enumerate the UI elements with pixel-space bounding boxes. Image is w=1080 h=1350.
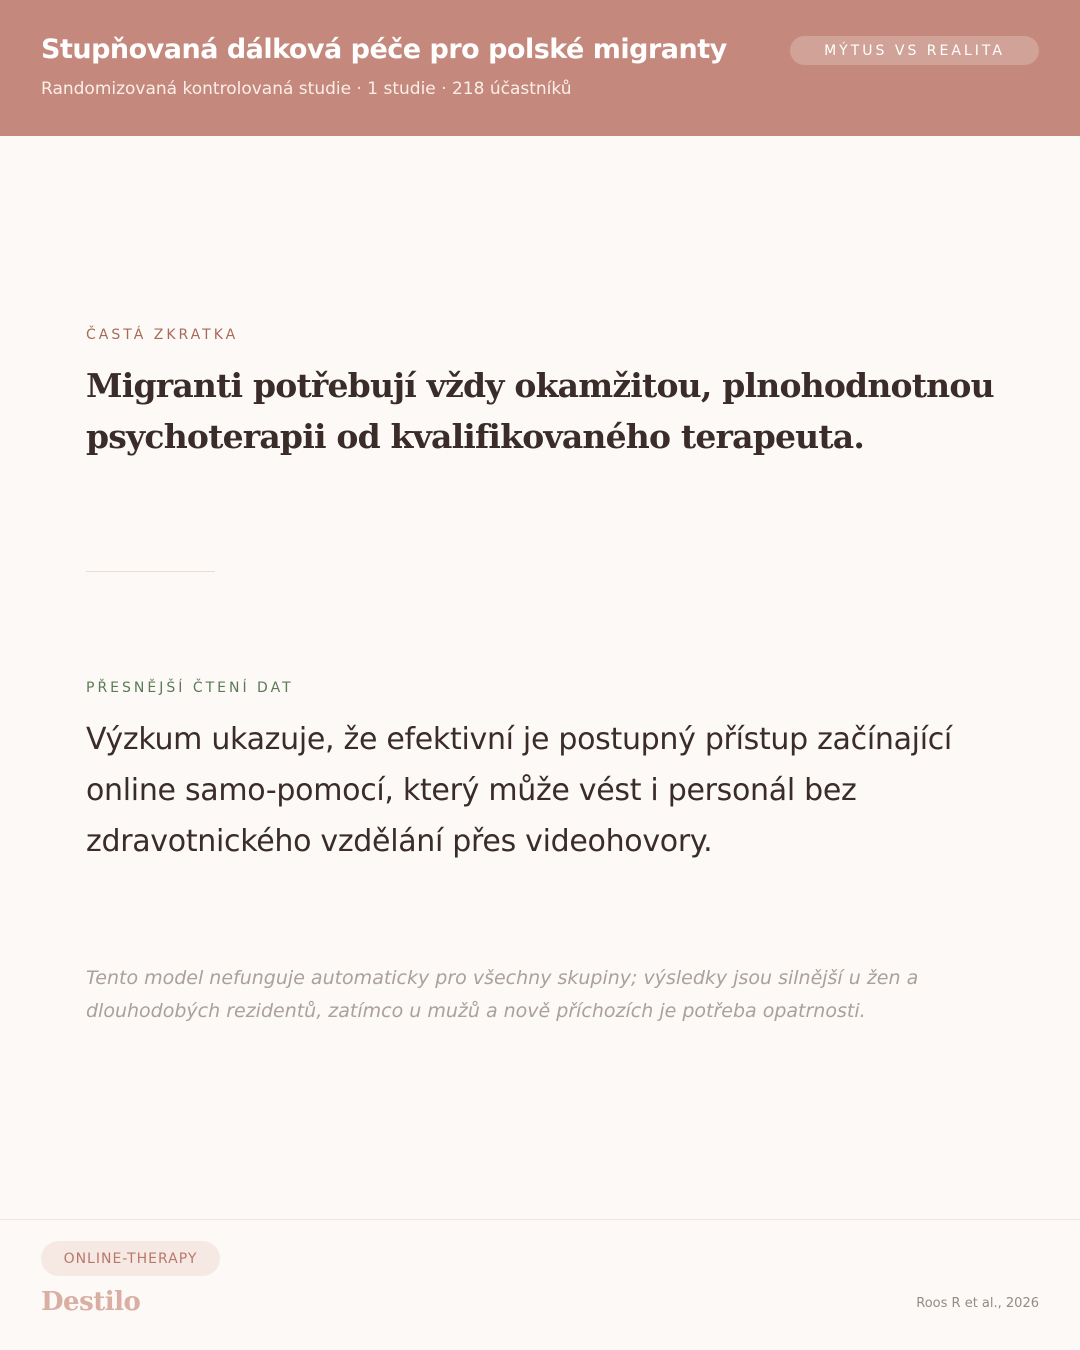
myth-label: ČASTÁ ZKRATKA <box>86 327 239 343</box>
category-badge: MÝTUS VS REALITA <box>790 36 1039 65</box>
myth-statement: Migranti potřebují vždy okamžitou, plnohodnotnou psychoterapii od kvalifikovaného terapeuta. <box>86 366 994 456</box>
reality-statement: Výzkum ukazuje, že efektivní je postupný přístup začínající online samo-pomocí, který může vést i personál bez zdravotnického vzdělání přes videohovory. <box>86 722 952 859</box>
footer-divider <box>0 1219 1080 1220</box>
page-subtitle: Randomizovaná kontrolovaná studie · 1 studie · 218 účastníků <box>41 79 572 99</box>
page-title: Stupňovaná dálková péče pro polské migranty <box>41 34 727 65</box>
section-divider <box>86 571 215 572</box>
header-banner <box>0 0 1080 136</box>
topic-tag[interactable]: ONLINE-THERAPY <box>41 1241 220 1276</box>
citation: Roos R et al., 2026 <box>916 1296 1039 1311</box>
caveat-note: Tento model nefunguje automaticky pro všechny skupiny; výsledky jsou silnější u žen a dlouhodobých rezidentů, zatímco u mužů a nově příchozích je potřeba opatrnosti. <box>86 967 919 1022</box>
reality-label: PŘESNĚJŠÍ ČTENÍ DAT <box>86 680 294 696</box>
brand-logo: Destilo <box>41 1287 141 1317</box>
